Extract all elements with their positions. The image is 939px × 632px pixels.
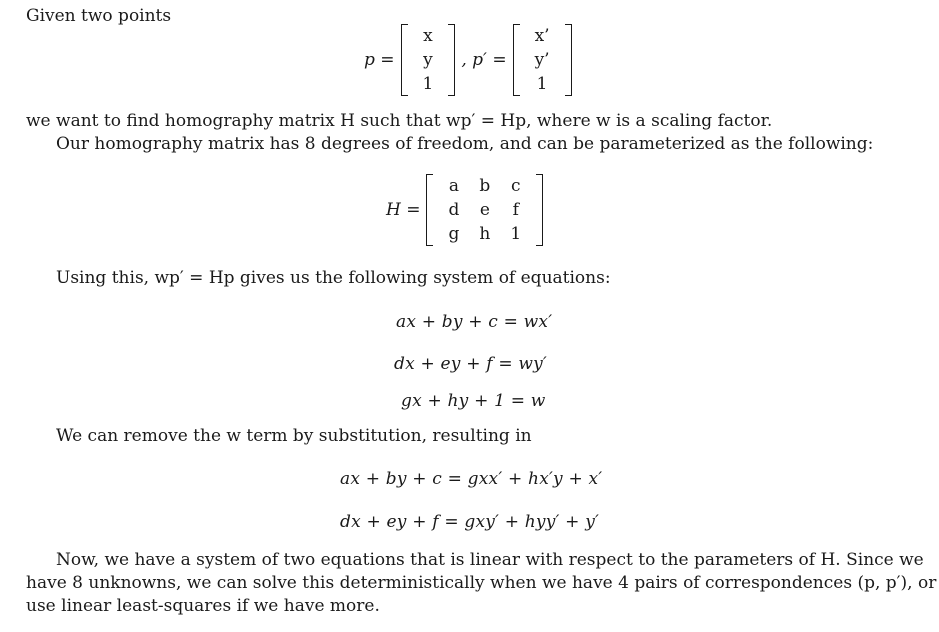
goal-text: we want to find homography matrix H such that wp′ = Hp, where w is a scaling factor.: [26, 111, 773, 131]
points-definition: [364, 24, 578, 96]
homography-label: H =: [386, 200, 421, 220]
intro-text: Given two points: [26, 6, 172, 26]
pprime-label: , p′ =: [461, 50, 507, 70]
h-cell: 1: [510, 224, 522, 244]
conclusion-line-1: Now, we have a system of two equations that is linear with respect to the parameters of H. Since we: [56, 550, 924, 570]
p-entry: x: [423, 26, 433, 46]
p-vector: [401, 24, 456, 96]
system-equation-1: ax + by + c = wx′: [396, 312, 553, 332]
system-intro-text: Using this, wp′ = Hp gives us the following system of equations:: [56, 268, 611, 288]
p-entry: y: [423, 50, 433, 70]
substituted-equation-2: dx + ey + f = gxy′ + hyy′ + y′: [340, 512, 600, 532]
h-cell: f: [512, 200, 519, 220]
pprime-entry: x’: [534, 26, 550, 46]
dof-text: Our homography matrix has 8 degrees of freedom, and can be parameterized as the following:: [56, 134, 874, 154]
h-cell: c: [510, 176, 521, 196]
h-cell: d: [448, 200, 460, 220]
substitution-intro-text: We can remove the w term by substitution, resulting in: [56, 426, 532, 446]
pprime-entry: y’: [534, 50, 550, 70]
pprime-vector: [513, 24, 572, 96]
h-cell: a: [448, 176, 459, 196]
pprime-entry: 1: [536, 74, 548, 94]
substituted-equation-1: ax + by + c = gxx′ + hx′y + x′: [340, 469, 603, 489]
p-entry: 1: [422, 74, 434, 94]
p-label: p =: [364, 50, 395, 70]
h-cell: h: [479, 224, 491, 244]
system-equation-2: dx + ey + f = wy′: [394, 354, 547, 374]
h-cell: b: [479, 176, 491, 196]
homography-definition: [386, 174, 549, 246]
conclusion-line-3: use linear least-squares if we have more.: [26, 596, 380, 616]
conclusion-line-2: have 8 unknowns, we can solve this deterministically when we have 4 pairs of correspondences (p, p′), or: [26, 573, 937, 593]
h-cell: e: [479, 200, 490, 220]
h-cell: g: [448, 224, 460, 244]
system-equation-3: gx + hy + 1 = w: [401, 391, 546, 411]
homography-matrix: [426, 174, 543, 246]
